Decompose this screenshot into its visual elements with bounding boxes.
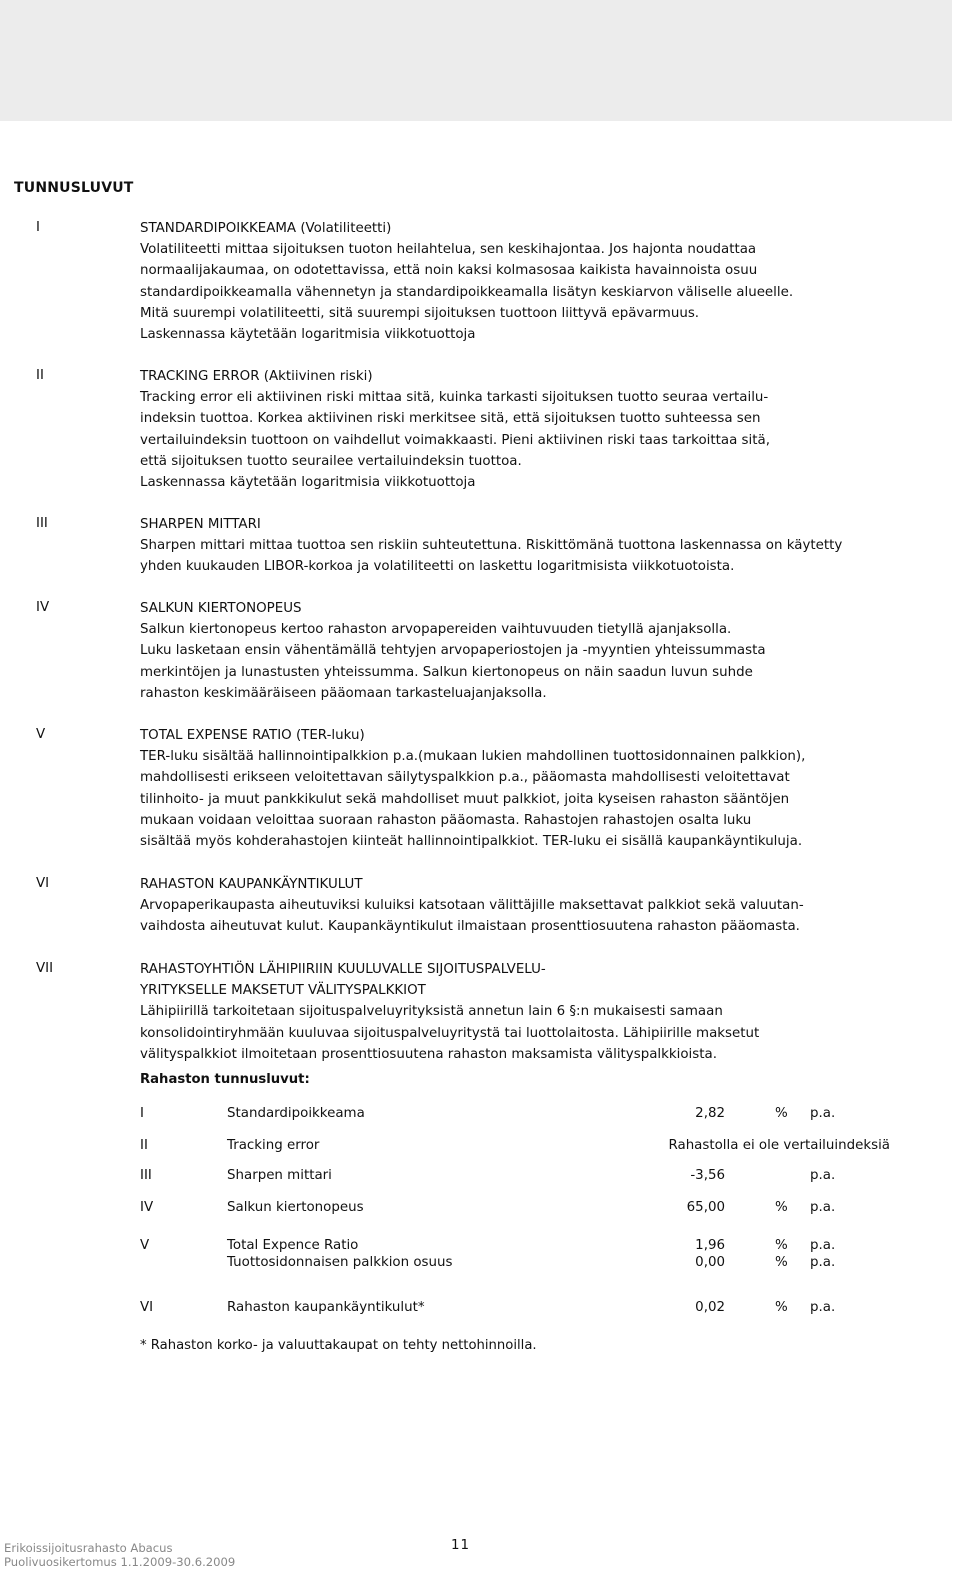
section-salkun-kiertonopeus <box>140 598 940 704</box>
table-row-label: Sharpen mittari <box>227 1168 332 1183</box>
section-valityspalkkiot <box>140 959 940 1065</box>
table-row-label: Total Expence Ratio <box>227 1238 359 1253</box>
table-row-number: VI <box>140 1300 154 1315</box>
table-row-label: Tuottosidonnaisen palkkion osuus <box>227 1255 453 1270</box>
page-title: TUNNUSLUVUT <box>14 180 134 196</box>
section-standardipoikkeama <box>140 218 940 345</box>
table-row-unit: % <box>775 1238 788 1253</box>
table-row-period: p.a. <box>810 1255 836 1270</box>
table-row-unit: % <box>775 1255 788 1270</box>
table-heading: Rahaston tunnusluvut: <box>140 1072 310 1087</box>
table-row-period: p.a. <box>810 1238 836 1253</box>
table-row-unit: % <box>775 1200 788 1215</box>
section-number: VII <box>36 961 54 976</box>
table-row-period: p.a. <box>810 1200 836 1215</box>
page-number: 11 <box>451 1538 471 1553</box>
table-row-value: 2,82 <box>695 1106 725 1121</box>
section-body: Salkun kiertonopeus kertoo rahaston arvopapereiden vaihtuvuuden tietyllä ajanjaksolla. Luku lasketaan ensin vähentämällä tehtyjen arvopaperiostojen ja -myyntien yhteissummasta merkintöjen ja lunastusten yhteissumma. Salkun kiertonopeus on näin saadun luvun suhde rahaston keskimääräiseen pääomaan tarkasteluajanjaksolla. <box>140 622 766 701</box>
section-body: Arvopaperikaupasta aiheutuviksi kuluiksi katsotaan välittäjille maksettavat palkkiot sekä valuutan- vaihdosta aiheutuvat kulut. Kaupankäyntikulut ilmaistaan prosenttiosuutena rahaston pääomasta. <box>140 898 804 935</box>
section-body: Tracking error eli aktiivinen riski mittaa sitä, kuinka tarkasti sijoituksen tuotto seuraa vertailu- indeksin tuottoa. Korkea aktiivinen riski merkitsee sitä, että sijoituksen tuotto suhteessa sen vertailuindeksin tuottoon on vaihdellut voimakkaasti. Pieni aktiivinen riski taas tarkoittaa sitä, että sijoituksen tuotto seurailee vertailuindeksin tuottoa. Laskennassa käytetään logaritmisia viikkotuottoja <box>140 390 770 491</box>
table-row-value: -3,56 <box>690 1168 725 1183</box>
table-row-unit: % <box>775 1300 788 1315</box>
section-body: Volatiliteetti mittaa sijoituksen tuoton heilahtelua, sen keskihajontaa. Jos hajonta noudattaa normaalijakaumaa, on odotettavissa, että noin kaksi kolmasosaa kaikista havainnoista osuu standardipoikkeamalla vähennetyn ja standardipoikkeamalla lisätyn keskiarvon väliselle alueelle. Mitä suurempi volatiliteetti, sitä suurempi sijoituksen tuottoon liittyvä epävarmuus. Laskennassa käytetään logaritmisia viikkotuottoja <box>140 242 794 343</box>
table-row-label: Standardipoikkeama <box>227 1106 365 1121</box>
table-row-label: Salkun kiertonopeus <box>227 1200 364 1215</box>
section-heading: TOTAL EXPENSE RATIO (TER-luku) <box>140 728 365 743</box>
table-row-number: II <box>140 1138 148 1153</box>
section-body: TER-luku sisältää hallinnointipalkkion p.a.(mukaan lukien mahdollinen tuottosidonnainen palkkion), mahdollisesti erikseen veloitettavan säilytyspalkkion p.a., pääomasta mahdollisesti veloitettavat tilinhoito- ja muut pankkikulut sekä mahdolliset muut palkkiot, joita kyseisen rahaston sääntöjen mukaan voidaan veloittaa suoraan rahaston pääomasta. Rahastojen rahastojen osalta luku sisältää myös kohderahastojen kiinteät hallinnointipalkkiot. TER-luku ei sisällä kaupankäyntikuluja. <box>140 749 806 850</box>
table-row-number: III <box>140 1168 152 1183</box>
table-row-number: IV <box>140 1200 154 1215</box>
section-kaupankayntikulut <box>140 874 940 938</box>
section-number: I <box>36 220 40 235</box>
table-row-label: Tracking error <box>227 1138 320 1153</box>
table-row-number: V <box>140 1238 150 1253</box>
section-number: III <box>36 516 48 531</box>
footer-report-period: Puolivuosikertomus 1.1.2009-30.6.2009 <box>4 1555 236 1569</box>
section-heading: RAHASTON KAUPANKÄYNTIKULUT <box>140 877 363 892</box>
section-total-expense-ratio <box>140 725 940 852</box>
table-row-period: p.a. <box>810 1168 836 1183</box>
section-body: Lähipiirillä tarkoitetaan sijoituspalveluyrityksistä annetun lain 6 §:n mukaisesti samaan konsolidointiryhmään kuuluvaa sijoituspalveluyritystä tai luottolaitosta. Lähipiirille maksetut välityspalkkiot ilmoitetaan prosenttiosuutena rahaston maksamista välityspalkkioista. <box>140 1004 760 1062</box>
section-body: Sharpen mittari mittaa tuottoa sen riskiin suhteutettuna. Riskittömänä tuottona laskennassa on käytetty yhden kuukauden LIBOR-korkoa ja volatiliteetti on laskettu logaritmisista viikkotuotoista. <box>140 538 843 575</box>
section-number: II <box>36 368 44 383</box>
section-heading: SHARPEN MITTARI <box>140 517 261 532</box>
section-tracking-error <box>140 366 940 493</box>
section-sharpen-mittari <box>140 514 940 578</box>
table-row-value: 1,96 <box>695 1238 725 1253</box>
table-row-number: I <box>140 1106 144 1121</box>
section-number: IV <box>36 600 50 615</box>
table-row-period: p.a. <box>810 1300 836 1315</box>
table-row-period: p.a. <box>810 1106 836 1121</box>
section-heading: STANDARDIPOIKKEAMA (Volatiliteetti) <box>140 221 392 236</box>
table-row-value: 0,00 <box>695 1255 725 1270</box>
footer-fund-name: Erikoissijoitusrahasto Abacus <box>4 1541 173 1555</box>
section-heading: TRACKING ERROR (Aktiivinen riski) <box>140 369 373 384</box>
section-number: V <box>36 727 46 742</box>
section-heading: SALKUN KIERTONOPEUS <box>140 601 302 616</box>
section-heading: RAHASTOYHTIÖN LÄHIPIIRIIN KUULUVALLE SIJOITUSPALVELU- YRITYKSELLE MAKSETUT VÄLITYSPALKKIOT <box>140 962 546 999</box>
table-row-label: Rahaston kaupankäyntikulut* <box>227 1300 425 1315</box>
table-row-unit: % <box>775 1106 788 1121</box>
section-number: VI <box>36 876 50 891</box>
table-row-value: 65,00 <box>686 1200 725 1215</box>
table-row-note: Rahastolla ei ole vertailuindeksiä <box>668 1138 890 1153</box>
table-footnote: * Rahaston korko- ja valuuttakaupat on tehty nettohinnoilla. <box>140 1338 537 1353</box>
header-band <box>0 0 952 121</box>
table-row-value: 0,02 <box>695 1300 725 1315</box>
